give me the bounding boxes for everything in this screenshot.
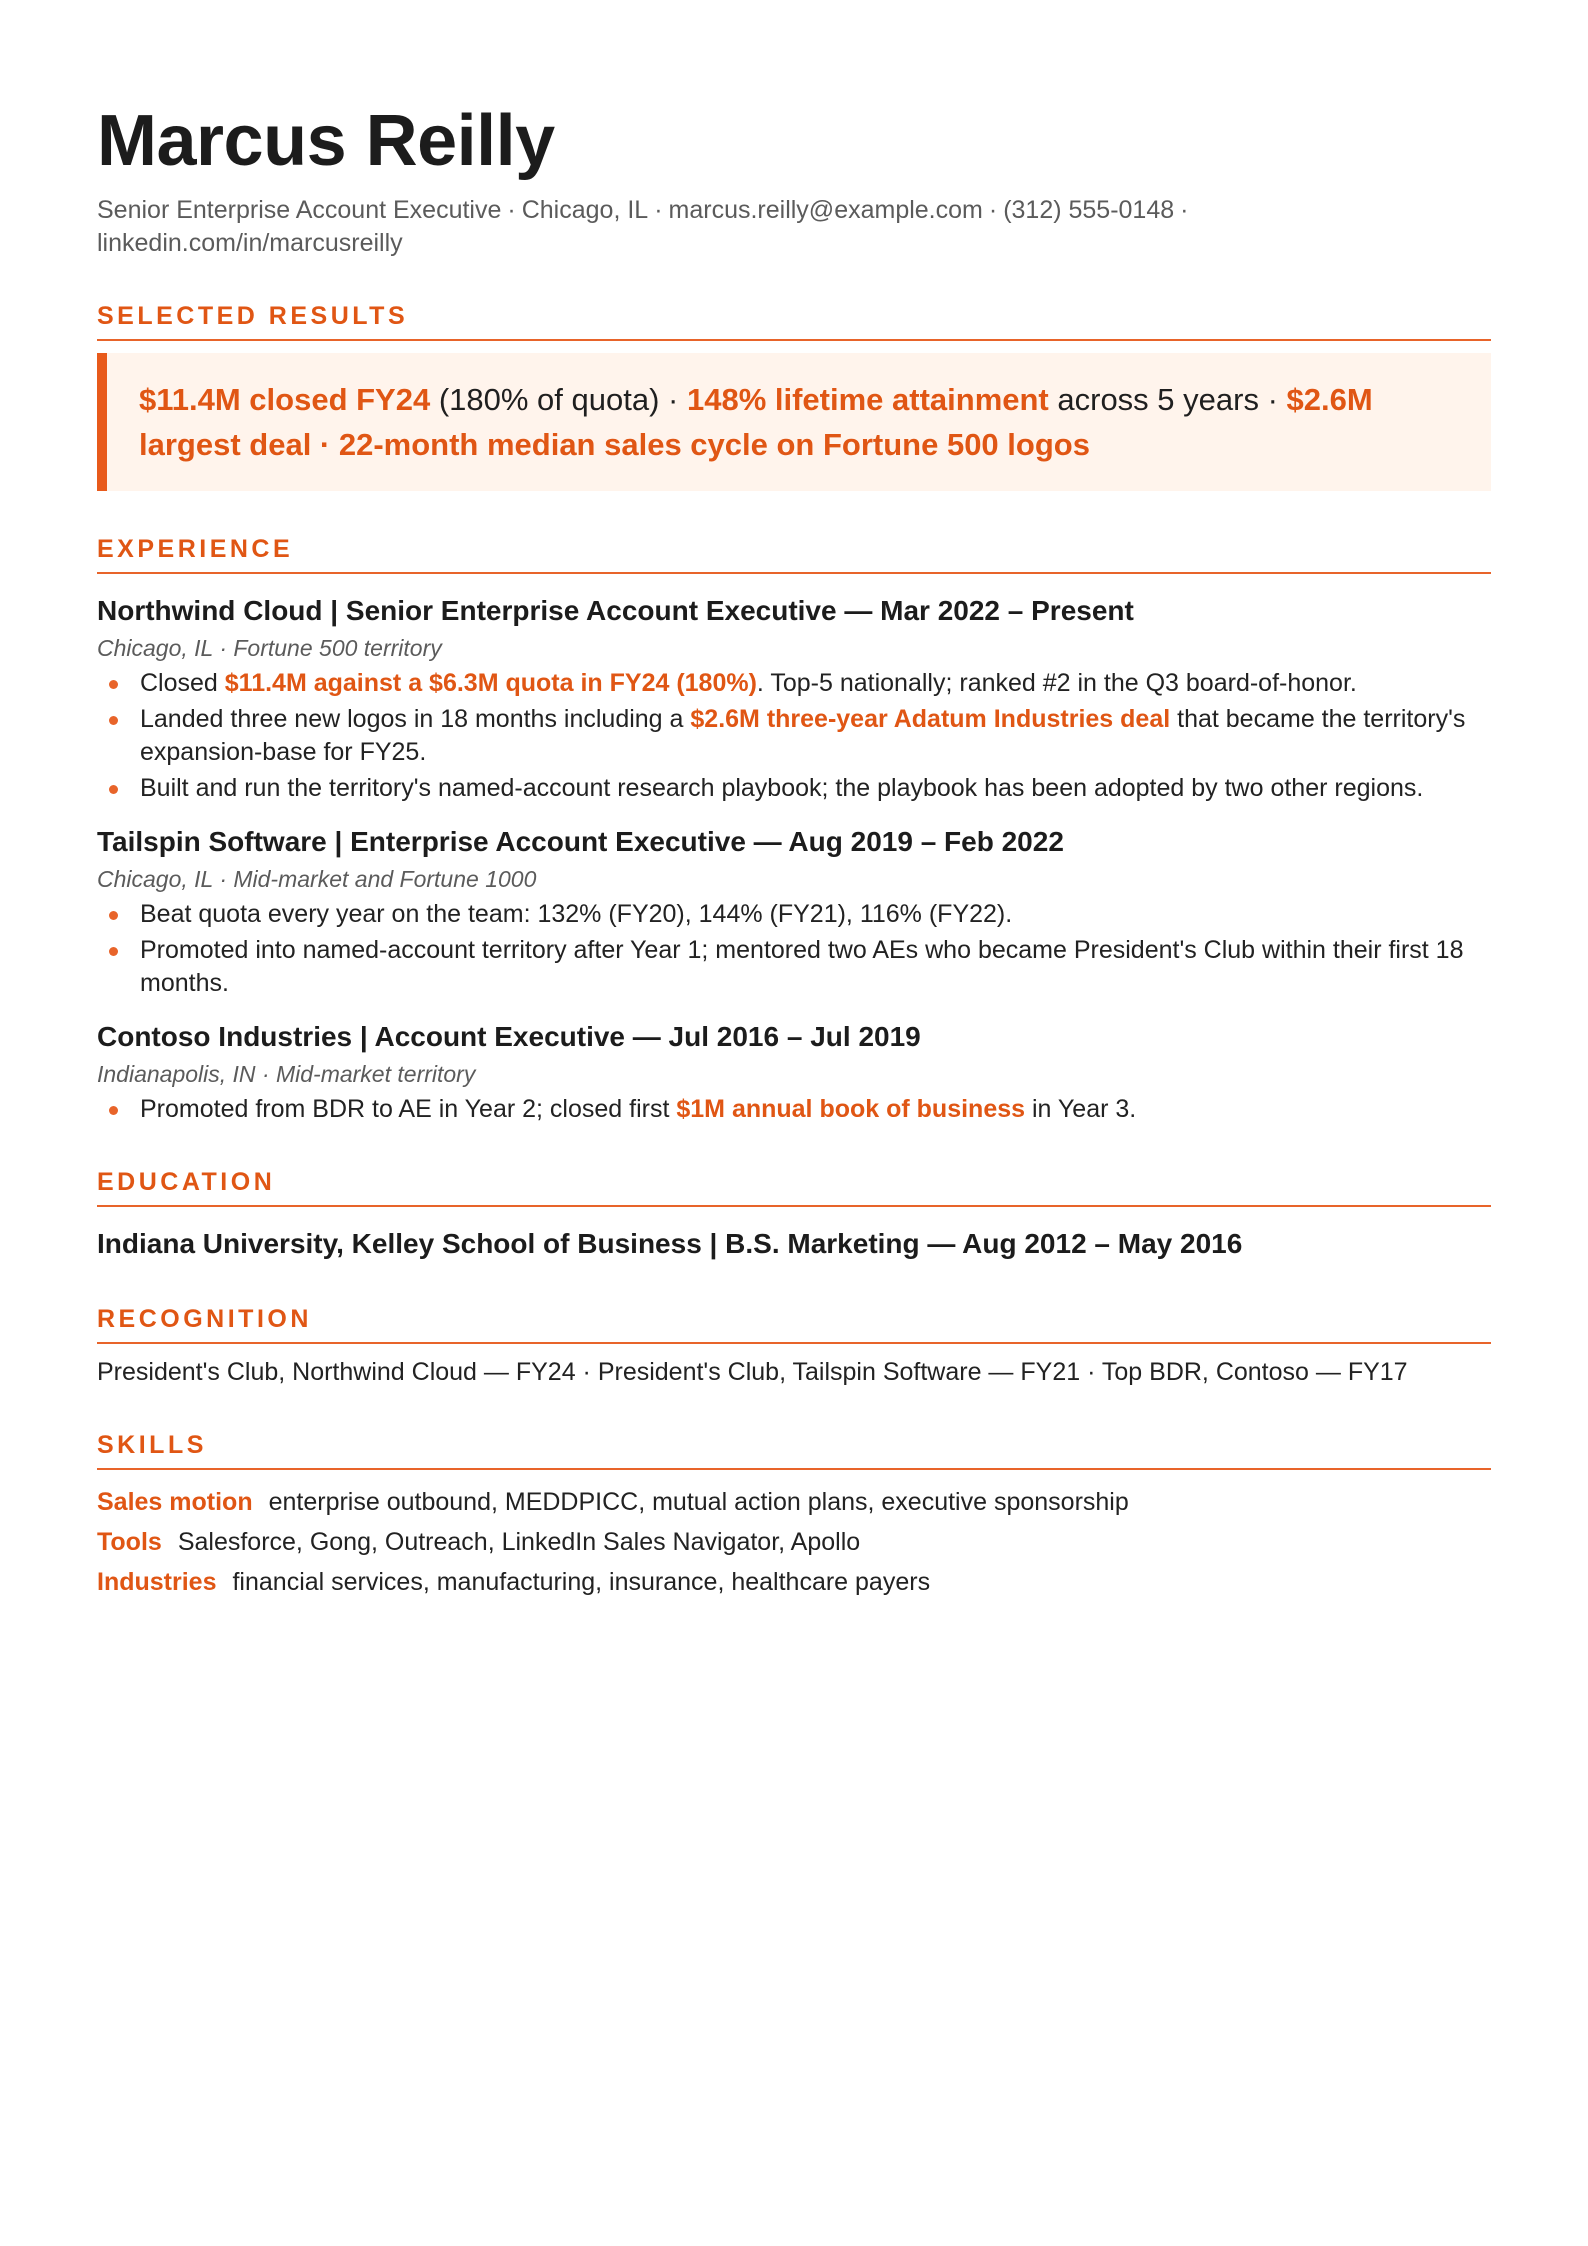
section-skills [97,1429,1491,1602]
result-text: (180% of quota) · [430,382,687,417]
job-meta: Chicago, IL · Mid-market and Fortune 1000 [97,866,537,892]
section-recognition [97,1303,1491,1389]
job-entry [97,1018,1491,1126]
education-entry: Indiana University, Kelley School of Business | B.S. Marketing — Aug 2012 – May 2016 [97,1228,1243,1259]
bullet-dot-icon [109,947,118,956]
section-heading: EXPERIENCE [97,533,1491,574]
bullet-item [97,772,1491,805]
job-heading: Contoso Industries | Account Executive — Jul 2016 – Jul 2019 [97,1021,921,1052]
bullet-text: Closed [140,669,225,697]
job-bullets [97,1093,1491,1126]
bullet-item [97,1093,1491,1126]
skill-label: Sales motion [97,1488,253,1516]
skill-row [97,1522,1491,1562]
skill-value: financial services, manufacturing, insurance, healthcare payers [232,1568,931,1596]
skill-value: Salesforce, Gong, Outreach, LinkedIn Sales Navigator, Apollo [177,1528,861,1556]
bullet-text: that became the territory's expansion-base for FY25. [140,705,1466,766]
bullet-dot-icon [109,680,118,689]
bullet-text: Promoted into named-account territory after Year 1; mentored two AEs who became President's Club within their first 18 months. [140,936,1464,997]
bullet-text: Promoted from BDR to AE in Year 2; closed first [140,1095,677,1123]
separator: · [507,196,516,224]
section-experience [97,533,1491,1126]
job-heading: Northwind Cloud | Senior Enterprise Account Executive — Mar 2022 – Present [97,595,1134,626]
linkedin-link[interactable]: linkedin.com/in/marcusreilly [97,229,403,257]
job-meta: Indianapolis, IN · Mid-market territory [97,1061,476,1087]
bullet-item [97,667,1491,700]
bullet-item [97,703,1491,769]
bullet-dot-icon [109,716,118,725]
contact-line [97,194,1491,260]
job-bullets [97,667,1491,805]
bullet-text: Landed three new logos in 18 months including a [140,705,691,733]
bullet-text: in Year 3. [1025,1095,1137,1123]
recognition-text: President's Club, Northwind Cloud — FY24 · President's Club, Tailspin Software — FY21 · Top BDR, Contoso — FY17 [97,1358,1408,1386]
bullet-text: Beat quota every year on the team: 132% (FY20), 144% (FY21), 116% (FY22). [140,900,1013,928]
skill-value: enterprise outbound, MEDDPICC, mutual action plans, executive sponsorship [268,1488,1129,1516]
bullet-item [97,898,1491,931]
result-highlight: 148% lifetime attainment [686,382,1049,417]
results-callout [97,353,1491,491]
bullet-item [97,934,1491,1000]
result-highlight: $2.6M largest deal · 22-month median sales cycle on Fortune 500 logos [139,382,1373,462]
job-entry [97,592,1491,805]
result-text: across 5 years · [1048,382,1287,417]
skill-row [97,1562,1491,1602]
section-selected-results [97,300,1491,491]
candidate-name: Marcus Reilly [97,101,555,181]
skill-row [97,1482,1491,1522]
location: Chicago, IL [521,196,649,224]
bullet-text: . Top-5 nationally; ranked #2 in the Q3 board-of-honor. [756,669,1357,697]
bullet-dot-icon [109,911,118,920]
section-heading: RECOGNITION [97,1303,1491,1344]
skill-label: Industries [97,1568,217,1596]
job-heading: Tailspin Software | Enterprise Account Executive — Aug 2019 – Feb 2022 [97,826,1064,857]
separator: · [988,196,998,224]
job-meta: Chicago, IL · Fortune 500 territory [97,635,442,661]
job-title: Senior Enterprise Account Executive [97,196,502,224]
bullet-dot-icon [109,1106,118,1115]
section-heading: SKILLS [97,1429,1491,1470]
separator: · [654,196,663,224]
section-heading: SELECTED RESULTS [97,300,1491,341]
job-entry [97,823,1491,1000]
bullet-highlight: $1M annual book of business [676,1095,1026,1123]
phone: (312) 555-0148 [1003,196,1175,224]
bullet-text: Built and run the territory's named-account research playbook; the playbook has been adopted by two other regions. [140,774,1424,802]
section-heading: EDUCATION [97,1166,1491,1207]
result-highlight: $11.4M closed FY24 [139,382,431,417]
bullet-highlight: $2.6M three-year Adatum Industries deal [690,705,1171,733]
section-education [97,1166,1491,1263]
skill-label: Tools [97,1528,162,1556]
bullet-highlight: $11.4M against a $6.3M quota in FY24 (180%) [224,669,757,697]
job-bullets [97,898,1491,1000]
bullet-dot-icon [109,785,118,794]
email-link[interactable]: marcus.reilly@example.com [668,196,983,224]
separator: · [1180,196,1189,224]
